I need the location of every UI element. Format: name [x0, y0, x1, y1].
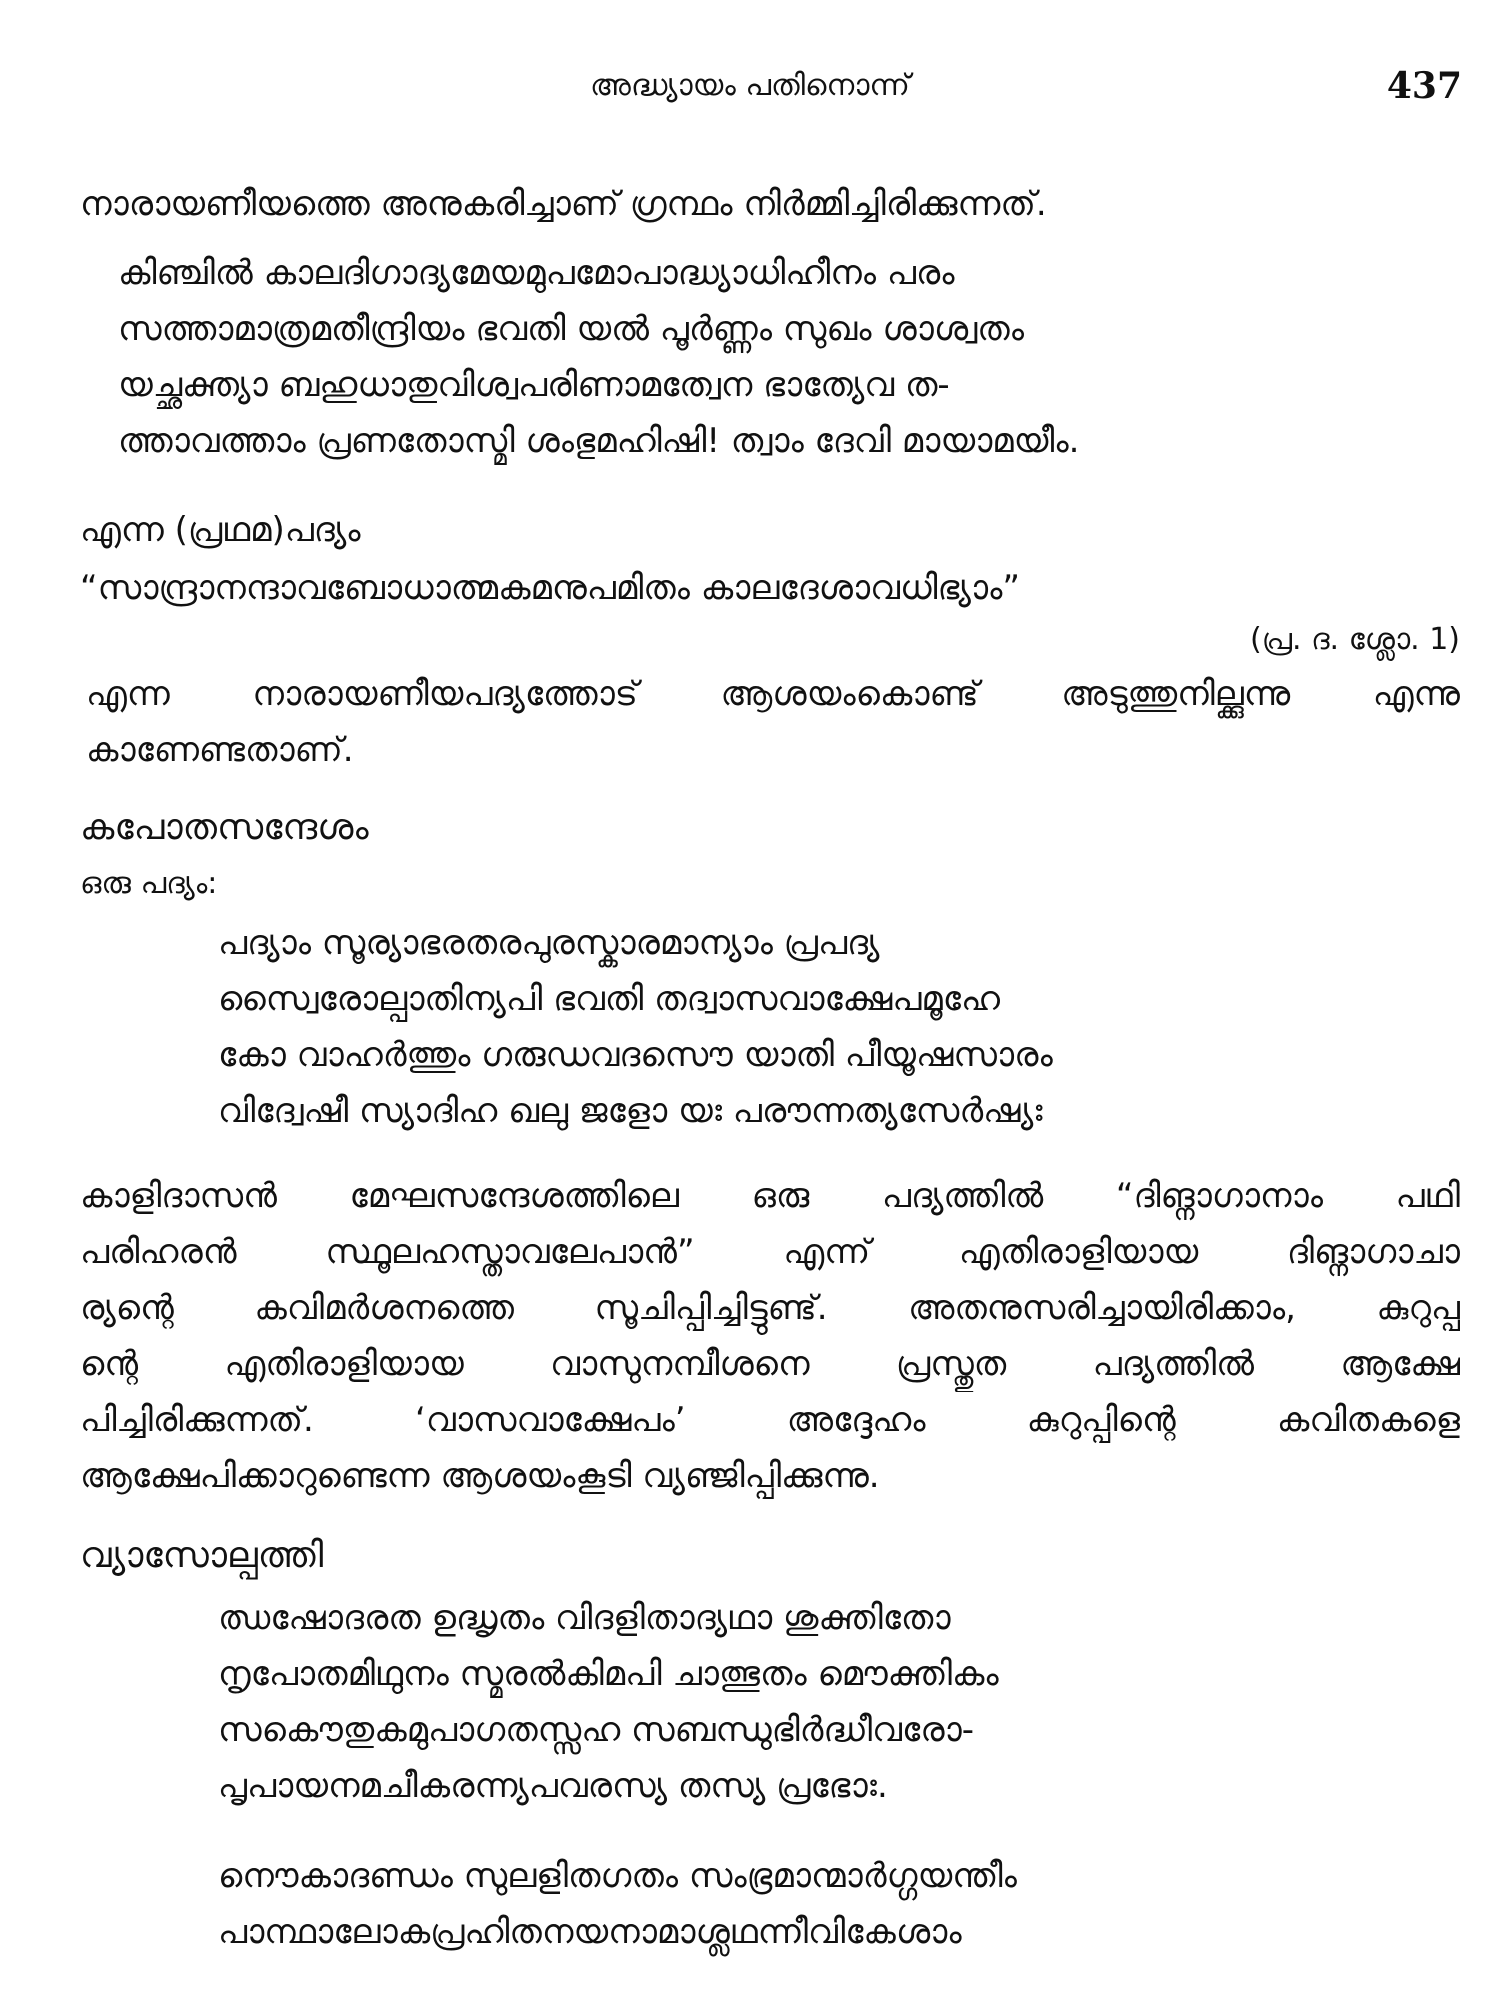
narayaneeyam-quote	[80, 560, 1020, 616]
quote-line: “സാന്ദ്രാനന്ദാവബോധാത്മകമനുപമിതം കാലദേശാവധിഭ്യാം”	[80, 568, 1020, 608]
text-line: ന്റെ എതിരാളിയായ വാസുനമ്പീശനെ പ്രസ്തുത പദ്യത്തിൽ ആക്ഷേ	[80, 1344, 1460, 1384]
text-line: കാണേണ്ടതാണ്.	[86, 730, 354, 770]
text-line: ഒരു പദ്യം:	[80, 866, 218, 901]
verse-line: കിഞ്ചിൽ കാലദിഗാദ്യമേയമുപമോപാദ്ധ്യാധിഹീനം പരം	[118, 253, 955, 293]
chapter-header-title: അദ്ധ്യായം പതിനൊന്ന്	[590, 68, 910, 103]
verse-line: നൌകാദണ്ഡം സുലളിതഗതം സംഭ്രമാന്മാർഗ്ഗയന്തീം	[218, 1856, 1017, 1896]
first-verse-label	[80, 502, 360, 558]
page-number: 437	[1386, 65, 1462, 107]
verse-block-3	[218, 1590, 999, 1814]
verse-line: പൃപായനമചീകരന്ന്യപവരസ്യ തസ്യ പ്രഭോഃ.	[218, 1766, 888, 1806]
text-line: എന്ന നാരായണീയപദ്യത്തോട് ആശയംകൊണ്ട് അടുത്തുനില്ക്കുന്നു എന്നു	[86, 674, 1460, 714]
citation-text: (പ്ര. ദ. ശ്ലോ. 1)	[1250, 622, 1460, 657]
verse-block-4	[218, 1848, 1017, 1960]
citation	[900, 612, 1460, 668]
text-line: പരിഹരൻ സ്ഥൂലഹസ്താവലേപാൻ” എന്ന് എതിരാളിയായ ദിങ്നാഗാചാ	[80, 1232, 1460, 1272]
verse-line: സകൌതുകമുപാഗതസ്സഹ സബന്ധുഭിർദ്ധീവരോ-	[218, 1710, 975, 1750]
verse-block-1	[118, 245, 1079, 469]
verse-line: പദ്യാം സൂര്യാഭരതരപുരസ്കാരമാന്യാം പ്രപദ്യ	[218, 923, 880, 963]
text-line: പിച്ചിരിക്കുന്നത്. ‘വാസവാക്ഷേപം’ അദ്ദേഹം കുറുപ്പിന്റെ കവിതകളെ	[80, 1400, 1460, 1440]
section-sublabel	[80, 856, 217, 912]
section-heading: കപോതസന്ദേശം	[80, 807, 369, 848]
verse-line: സത്താമാത്രമതീന്ദ്രിയം ഭവതി യൽ പൂർണ്ണം സുഖം ശാശ്വതം	[118, 309, 1024, 349]
text-line: ആക്ഷേപിക്കാറുണ്ടെന്ന ആശയംകൂടി വ്യഞ്ജിപ്പിക്കുന്നു.	[80, 1456, 880, 1496]
text-line: കാളിദാസൻ മേഘസന്ദേശത്തിലെ ഒരു പദ്യത്തിൽ “ദിങ്നാഗാനാം പഥി	[80, 1176, 1460, 1216]
verse-line: ഝഷോദരത ഉദ്ധൃതം വിദളിതാദ്യഥാ ശുക്തിതോ	[218, 1598, 951, 1638]
section-heading: വ്യാസോല്പത്തി	[80, 1535, 324, 1576]
section-heading-vyasolpathi	[80, 1528, 323, 1584]
verse-line: കോ വാഹർത്തും ഗരുഡവദസൌ യാതി പീയൂഷസാരം	[218, 1035, 1053, 1075]
text-line: നാരായണീയത്തെ അനുകരിച്ചാണ് ഗ്രന്ഥം നിർമ്മിച്ചിരിക്കുന്നത്.	[80, 184, 1047, 224]
verse-block-2	[218, 915, 1053, 1139]
text-line: ര്യന്റെ കവിമർശനത്തെ സൂചിപ്പിച്ചിട്ടുണ്ട്. അതനുസരിച്ചായിരിക്കാം, കുറുപ്പ	[80, 1288, 1460, 1328]
text-line: എന്ന (പ്രഥമ)പദ്യം	[80, 510, 361, 550]
section-heading-kapothasandesham	[80, 800, 369, 856]
verse-line: യച്ഛക്ത്യാ ബഹുധാതുവിശ്വപരിണാമത്വേന ഭാത്യേവ ത-	[118, 365, 950, 405]
paragraph-1	[86, 666, 1460, 778]
verse-line: സ്വൈരോല്പാതിന്യപി ഭവതി തദ്വാസവാക്ഷേപമൂഹേ	[218, 979, 1000, 1019]
verse-line: നൃപോതമിഥുനം സ്മരൽകിമപി ചാത്ഭുതം മൌക്തികം	[218, 1654, 999, 1694]
verse-line: ത്താവത്താം പ്രണതോസ്മി ശംഭുമഹിഷി! ത്വാം ദേവി മായാമയീം.	[118, 421, 1080, 461]
intro-paragraph	[80, 176, 1047, 232]
verse-line: വിദ്വേഷീ സ്യാദിഹ ഖലു ജളോ യഃ പരൗന്നത്യസേർഷ്യഃ	[218, 1091, 1043, 1131]
paragraph-2	[80, 1168, 1460, 1504]
verse-line: പാന്ഥാലോകപ്രഹിതനയനാമാശ്ലഥന്നീവികേശാം	[218, 1912, 962, 1952]
